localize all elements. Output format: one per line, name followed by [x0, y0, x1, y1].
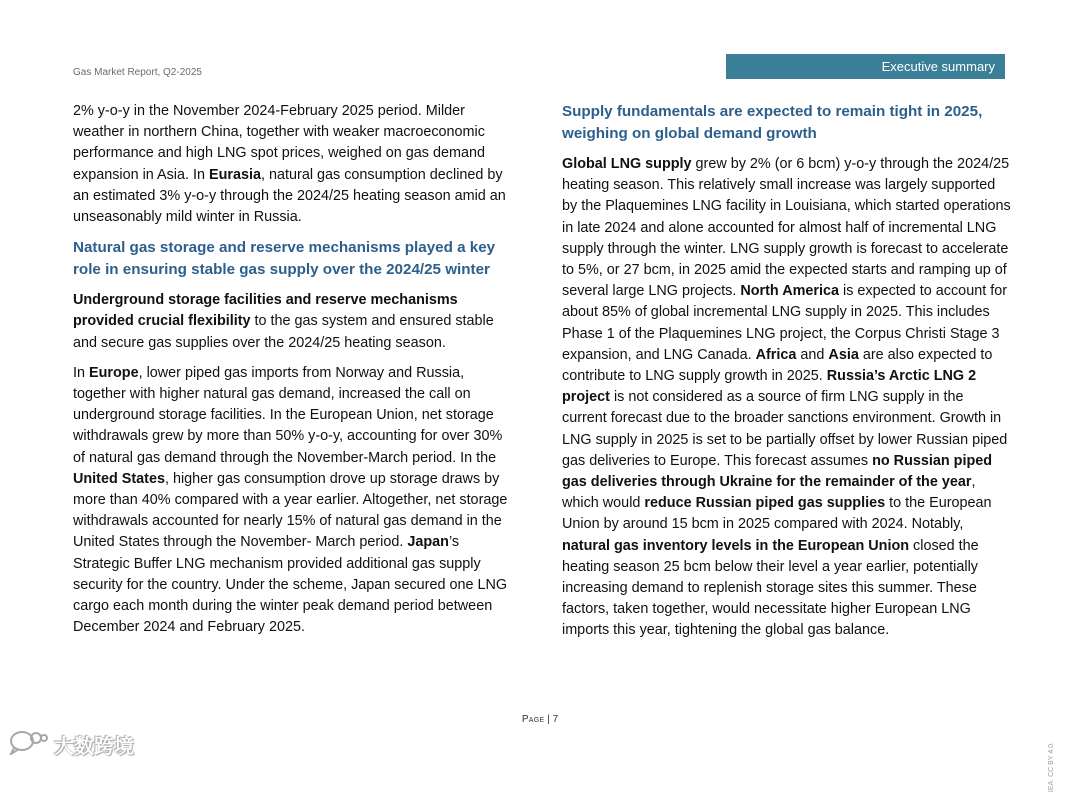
watermark-text: 大数跨境: [54, 733, 134, 758]
report-title: Gas Market Report, Q2-2025: [73, 67, 202, 78]
page-number: Page | 7: [521, 714, 559, 725]
chat-bubble-icon: [8, 729, 48, 760]
heading-supply: Supply fundamentals are expected to remain tight in 2025, weighing on global demand growth: [562, 103, 983, 142]
watermark: [8, 730, 134, 758]
license-note: IEA. CC BY 4.0.: [1048, 742, 1055, 792]
heading-storage: Natural gas storage and reserve mechanisms played a key role in ensuring stable gas supply over the 2024/25 winter: [73, 239, 496, 279]
right-column: [562, 101, 1012, 651]
paragraph-lng-supply: Global LNG supply grew by 2% (or 6 bcm) y-o-y through the 2024/25 heating season. This relatively small increase was largely supported by the Plaquemines LNG facility in Louisiana, which started operations in late 2024 and alone accounted for almost half of incremental LNG supply through the winter. LNG supply growth is forecast to accelerate to 5%, or 27 bcm, in 2025 amid the expected starts and ramping up of several large LNG projects. North America is expected to account for about 85% of global incremental LNG supply in 2025. This includes Phase 1 of the Plaquemines LNG project, the Corpus Christi Stage 3 expansion, and LNG Canada. Africa and Asia are also expected to contribute to LNG supply growth in 2025. Russia’s Arctic LNG 2 project is not considered as a source of firm LNG supply in the current forecast due to the broader sanctions environment. Growth in LNG supply in 2025 is set to be partially offset by lower Russian piped gas deliveries to Europe. This forecast assumes no Russian piped gas deliveries through Ukraine for the remainder of the year, which would reduce Russian piped gas supplies to the European Union by around 15 bcm in 2025 compared with 2024. Notably, natural gas inventory levels in the European Union closed the heating season 25 bcm below their level a year earlier, potentially increasing demand to replenish storage sites this summer. These factors, taken together, would necessitate higher European LNG imports this year, tightening the global gas balance.: [562, 156, 1011, 639]
section-banner: Executive summary: [726, 54, 1005, 79]
paragraph-eurasia: 2% y-o-y in the November 2024-February 2025 period. Milder weather in northern China, together with weaker macroeconomic performance and high LNG spot prices, weighed on gas demand expansion in Asia. In Eurasia, natural gas consumption declined by an estimated 3% y-o-y through the 2024/25 heating season amid an unseasonably mild winter in Russia.: [73, 103, 506, 226]
paragraph-storage-regions: In Europe, lower piped gas imports from Norway and Russia, together with higher natural gas demand, increased the call on underground storage facilities. In the European Union, net storage withdrawals grew by more than 50% y-o-y, accounting for over 30% of natural gas demand through the November-March period. In the United States, higher gas consumption drove up storage draws by more than 40% compared with a year earlier. Altogether, net storage withdrawals accounted for nearly 15% of natural gas demand in the United States through the November- March period. Japan’s Strategic Buffer LNG mechanism provided additional gas supply security for the country. Under the scheme, Japan secured one LNG cargo each month during the winter peak demand period between December 2024 and February 2025.: [73, 364, 508, 636]
left-column: [73, 101, 518, 647]
paragraph-storage-intro: Underground storage facilities and reserve mechanisms provided crucial flexibility to the gas system and ensured stable and secure gas supplies over the 2024/25 heating season.: [73, 292, 494, 351]
